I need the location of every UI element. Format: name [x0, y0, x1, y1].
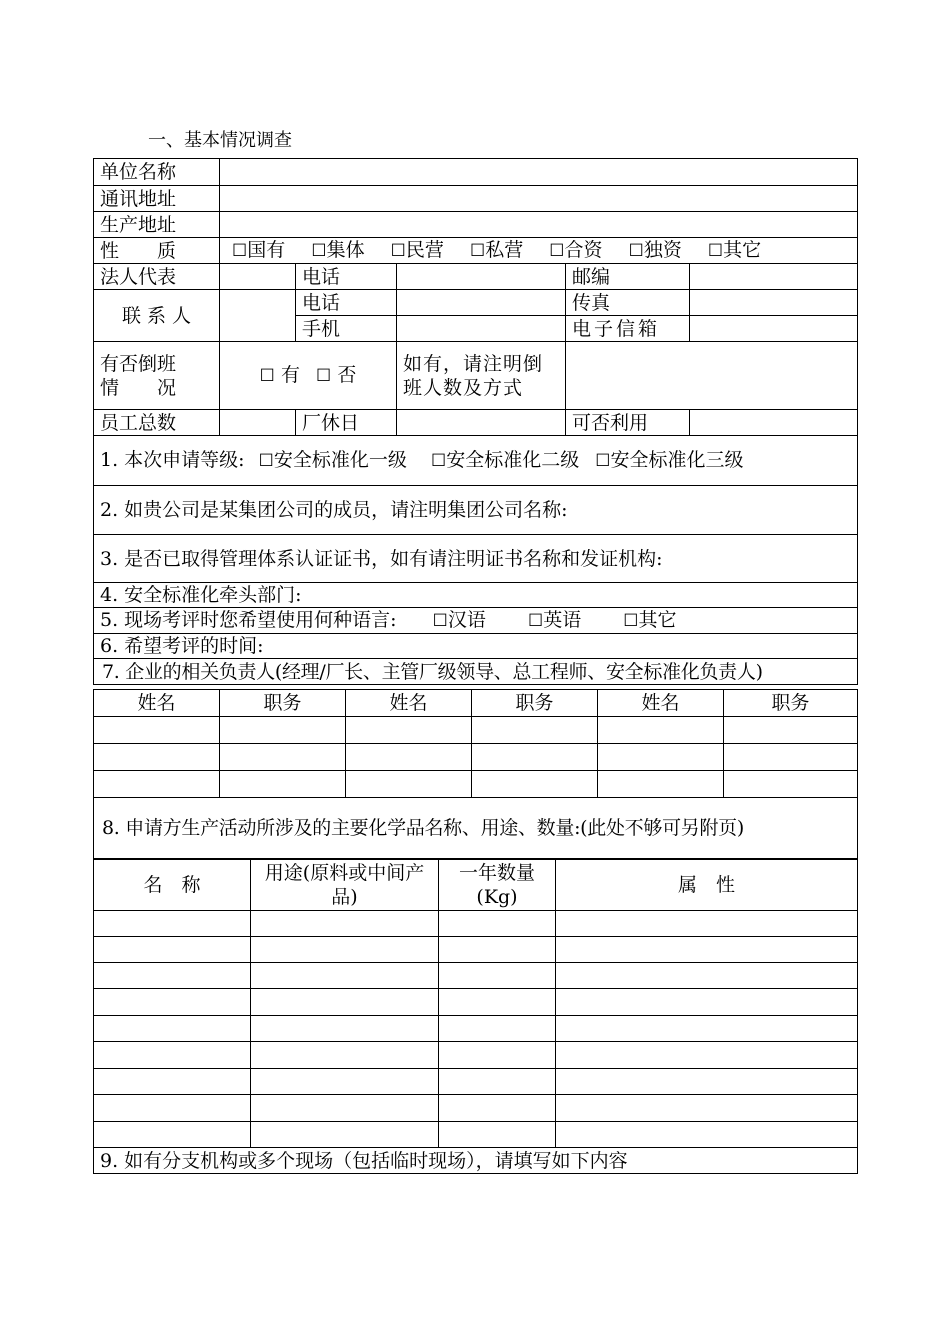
checkbox-icon: ☐ — [549, 241, 565, 261]
table-cell[interactable] — [472, 744, 598, 771]
legal-rep-label: 法人代表 — [94, 264, 220, 290]
staff-total-label: 员工总数 — [94, 410, 220, 436]
table-cell[interactable] — [439, 937, 556, 963]
persons-table-wrap — [93, 689, 857, 859]
table-cell[interactable] — [220, 717, 346, 744]
checkbox-icon: ☐ — [432, 611, 448, 631]
persons-header-title-1: 职务 — [220, 690, 346, 717]
table-cell[interactable] — [556, 1122, 858, 1148]
checkbox-icon: ☐ — [707, 241, 724, 261]
prod-address-label: 生产地址 — [94, 212, 220, 238]
shift-yes-label: 有 — [280, 364, 300, 386]
table-row — [94, 1016, 858, 1042]
table-cell[interactable] — [94, 1095, 251, 1122]
q4-row: 4. 安全标准化牵头部门: — [94, 583, 858, 608]
email-field[interactable] — [690, 316, 858, 342]
table-row — [94, 717, 858, 744]
checkbox-icon: ☐ — [628, 241, 644, 261]
table-row — [94, 963, 858, 989]
table-cell[interactable] — [556, 989, 858, 1016]
table-cell[interactable] — [598, 771, 724, 798]
chem-table — [93, 859, 858, 1174]
table-cell[interactable] — [439, 989, 556, 1016]
table-cell[interactable] — [251, 963, 439, 989]
table-cell[interactable] — [439, 1042, 556, 1069]
checkbox-icon: ☐ — [390, 241, 406, 261]
nature-option-collective[interactable]: ☐集体 — [311, 239, 365, 261]
q1-row — [94, 436, 858, 486]
table-cell[interactable] — [94, 963, 251, 989]
fax-field[interactable] — [690, 290, 858, 316]
table-row — [94, 937, 858, 963]
table-cell[interactable] — [598, 717, 724, 744]
q9-row: 9. 如有分支机构或多个现场（包括临时现场），请填写如下内容 — [94, 1148, 858, 1174]
table-cell[interactable] — [251, 937, 439, 963]
shift-yes-checkbox-icon[interactable]: ☐ — [259, 366, 275, 386]
email-label: 电子信箱 — [566, 316, 690, 342]
contact-phone-field[interactable] — [397, 290, 566, 316]
table-cell[interactable] — [251, 911, 439, 937]
basic-info-table-wrap — [93, 158, 857, 685]
lang-option-chinese[interactable]: ☐汉语 — [432, 609, 486, 631]
table-cell[interactable] — [556, 1069, 858, 1095]
table-cell[interactable] — [556, 963, 858, 989]
usable-label: 可否利用 — [566, 410, 690, 436]
table-cell[interactable] — [94, 771, 220, 798]
table-cell[interactable] — [556, 1016, 858, 1042]
shift-no-label: 否 — [337, 364, 357, 386]
table-cell[interactable] — [346, 744, 472, 771]
contact-phone-label: 电话 — [296, 290, 397, 316]
chem-header-property: 属 性 — [556, 860, 858, 911]
table-cell[interactable] — [94, 1069, 251, 1095]
table-cell[interactable] — [220, 771, 346, 798]
table-cell[interactable] — [724, 717, 858, 744]
nature-options — [220, 238, 858, 264]
staff-total-field[interactable] — [220, 410, 296, 436]
postcode-label: 邮编 — [566, 264, 690, 290]
contact-field[interactable] — [220, 290, 296, 342]
section-heading: 一、基本情况调查 — [148, 130, 292, 151]
nature-option-other[interactable]: ☐其它 — [707, 239, 762, 261]
q5-label: 5. 现场考评时您希望使用何种语言: — [100, 609, 397, 631]
lang-option-english[interactable]: ☐英语 — [527, 609, 582, 631]
table-row — [94, 1095, 858, 1122]
table-cell[interactable] — [220, 744, 346, 771]
fax-label: 传真 — [566, 290, 690, 316]
table-row — [94, 911, 858, 937]
table-cell[interactable] — [94, 937, 251, 963]
nature-label: 性 质 — [94, 238, 220, 264]
q3-row: 3. 是否已取得管理体系认证证书，如有请注明证书名称和发证机构: — [94, 535, 858, 583]
table-row — [94, 1042, 858, 1069]
table-cell[interactable] — [251, 989, 439, 1016]
q7-row: 7. 企业的相关负责人(经理/厂长、主管厂级领导、总工程师、安全标准化负责人) — [94, 659, 858, 685]
persons-header-title-3: 职务 — [724, 690, 858, 717]
table-cell[interactable] — [556, 911, 858, 937]
usable-field[interactable] — [690, 410, 858, 436]
shift-options — [220, 342, 397, 410]
nature-option-private2[interactable]: ☐私营 — [469, 239, 524, 261]
table-row — [94, 989, 858, 1016]
nature-option-state[interactable]: ☐国有 — [232, 239, 286, 261]
shift-label: 有否倒班 情 况 — [94, 342, 220, 410]
lang-option-other[interactable]: ☐其它 — [623, 609, 677, 631]
table-cell[interactable] — [439, 911, 556, 937]
checkbox-icon: ☐ — [469, 241, 486, 261]
level-option-1[interactable]: ☐安全标准化一级 — [258, 449, 407, 471]
table-cell[interactable] — [94, 989, 251, 1016]
table-cell[interactable] — [94, 717, 220, 744]
nature-option-sole[interactable]: ☐独资 — [628, 239, 682, 261]
chem-header-name: 名 称 — [94, 860, 251, 911]
table-cell[interactable] — [251, 1122, 439, 1148]
table-cell[interactable] — [251, 1042, 439, 1069]
checkbox-icon: ☐ — [430, 451, 447, 471]
level-option-2[interactable]: ☐安全标准化二级 — [430, 449, 580, 471]
shift-detail-field[interactable] — [566, 342, 858, 410]
mobile-field[interactable] — [397, 316, 566, 342]
persons-header-name-1: 姓名 — [94, 690, 220, 717]
chem-header-use: 用途(原料或中间产品) — [251, 860, 439, 911]
table-row — [94, 1122, 858, 1148]
checkbox-icon: ☐ — [258, 451, 274, 471]
table-cell[interactable] — [94, 1016, 251, 1042]
persons-header-name-2: 姓名 — [346, 690, 472, 717]
q1-label: 1. 本次申请等级: — [100, 449, 245, 471]
table-row — [94, 1069, 858, 1095]
table-cell[interactable] — [556, 1095, 858, 1122]
table-row — [94, 771, 858, 798]
mobile-label: 手机 — [296, 316, 397, 342]
q6-row: 6. 希望考评的时间: — [94, 634, 858, 659]
rest-day-field[interactable] — [397, 410, 566, 436]
shift-no-checkbox-icon[interactable]: ☐ — [316, 366, 332, 386]
table-cell[interactable] — [556, 937, 858, 963]
postcode-field[interactable] — [690, 264, 858, 290]
nature-option-joint[interactable]: ☐合资 — [549, 239, 603, 261]
checkbox-icon: ☐ — [595, 451, 611, 471]
q8-row: 8. 申请方生产活动所涉及的主要化学品名称、用途、数量:(此处不够可另附页) — [94, 798, 858, 859]
table-cell[interactable] — [439, 1122, 556, 1148]
table-cell[interactable] — [346, 717, 472, 744]
chem-table-wrap — [93, 859, 857, 1174]
unit-name-field[interactable] — [220, 159, 858, 186]
table-cell[interactable] — [346, 771, 472, 798]
chem-header-quantity: 一年数量(Kg) — [439, 860, 556, 911]
shift-note: 如有，请注明倒班人数及方式 — [397, 342, 566, 410]
checkbox-icon: ☐ — [623, 611, 639, 631]
table-cell[interactable] — [251, 1016, 439, 1042]
phone-label: 电话 — [296, 264, 397, 290]
table-cell[interactable] — [251, 1069, 439, 1095]
table-cell[interactable] — [251, 1095, 439, 1122]
unit-name-label: 单位名称 — [94, 159, 220, 186]
table-cell[interactable] — [439, 963, 556, 989]
table-cell[interactable] — [439, 1016, 556, 1042]
table-cell[interactable] — [439, 1095, 556, 1122]
contact-label: 联 系 人 — [94, 290, 220, 342]
comm-address-field[interactable] — [220, 186, 858, 212]
nature-option-private[interactable]: ☐民营 — [390, 239, 444, 261]
legal-rep-field[interactable] — [220, 264, 296, 290]
table-cell[interactable] — [598, 744, 724, 771]
table-cell[interactable] — [724, 771, 858, 798]
table-cell[interactable] — [94, 744, 220, 771]
table-cell[interactable] — [94, 1042, 251, 1069]
basic-info-table — [93, 158, 858, 685]
persons-table — [93, 689, 858, 859]
table-cell[interactable] — [439, 1069, 556, 1095]
table-cell[interactable] — [724, 744, 858, 771]
table-cell[interactable] — [556, 1042, 858, 1069]
table-row — [94, 744, 858, 771]
table-cell[interactable] — [472, 717, 598, 744]
checkbox-icon: ☐ — [527, 611, 544, 631]
comm-address-label: 通讯地址 — [94, 186, 220, 212]
persons-header-title-2: 职务 — [472, 690, 598, 717]
persons-header-name-3: 姓名 — [598, 690, 724, 717]
checkbox-icon: ☐ — [232, 241, 248, 261]
q5-row — [94, 608, 858, 634]
table-cell[interactable] — [94, 1122, 251, 1148]
level-option-3[interactable]: ☐安全标准化三级 — [595, 449, 744, 471]
table-cell[interactable] — [472, 771, 598, 798]
rest-day-label: 厂休日 — [296, 410, 397, 436]
checkbox-icon: ☐ — [311, 241, 327, 261]
phone-field[interactable] — [397, 264, 566, 290]
q2-row: 2. 如贵公司是某集团公司的成员，请注明集团公司名称: — [94, 486, 858, 535]
prod-address-field[interactable] — [220, 212, 858, 238]
table-cell[interactable] — [94, 911, 251, 937]
